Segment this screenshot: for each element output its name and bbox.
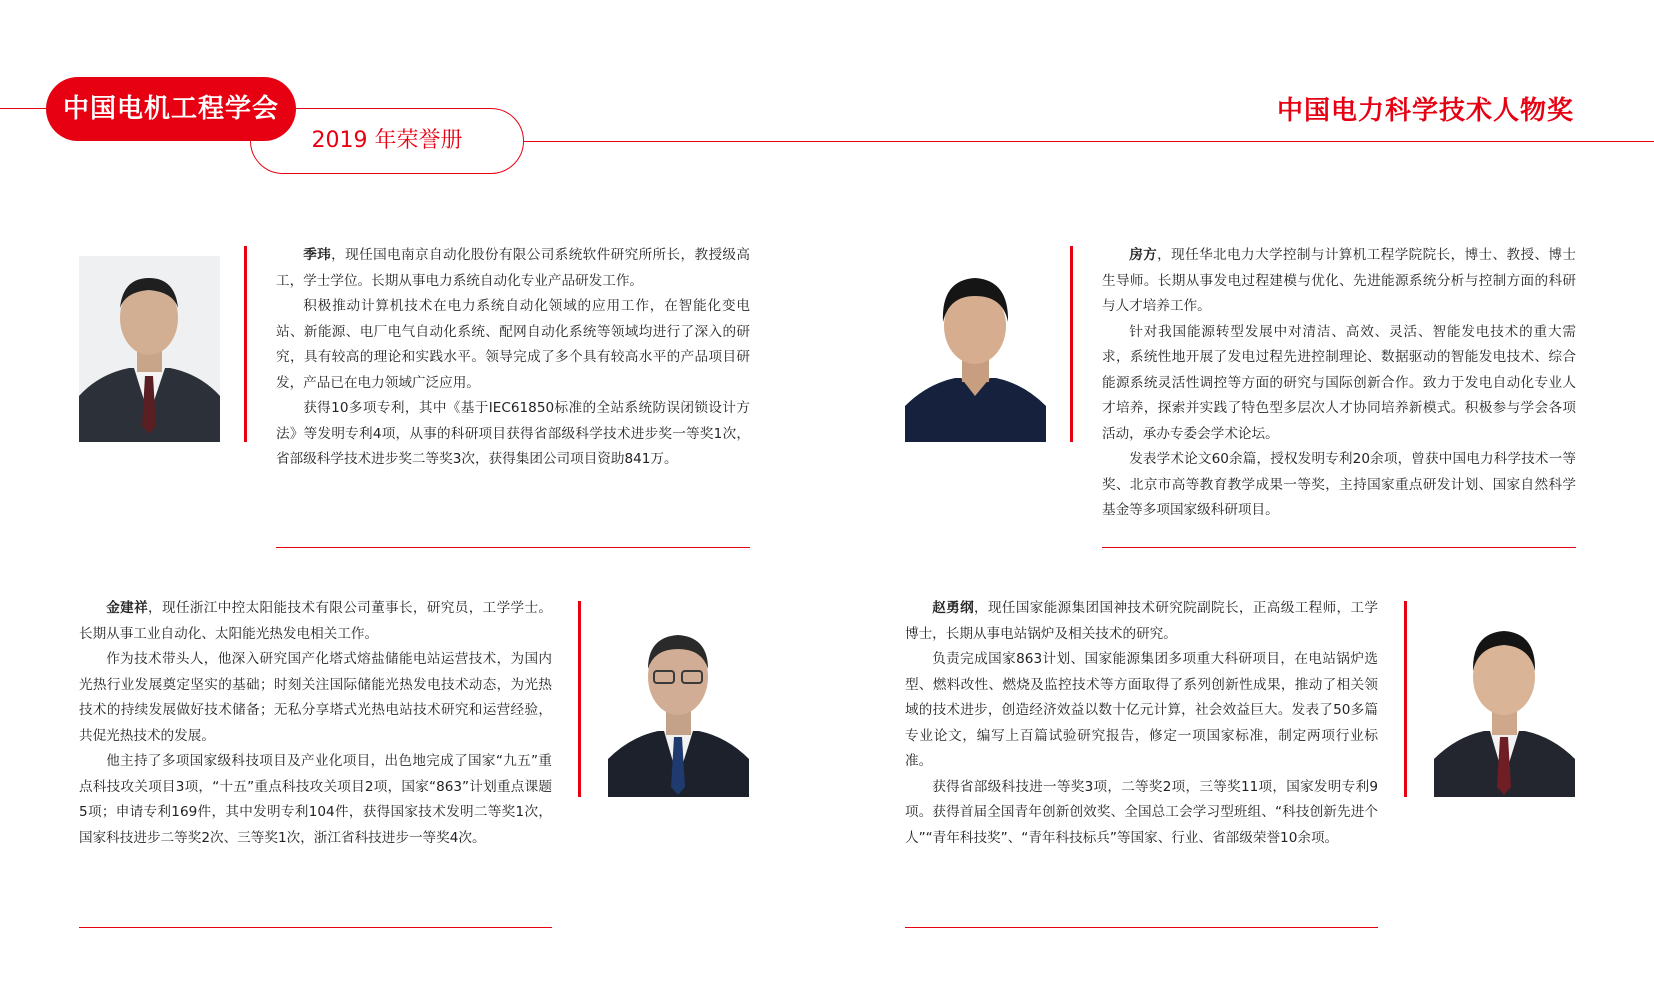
section-divider xyxy=(1102,547,1576,548)
accent-bar xyxy=(578,601,581,797)
portrait-photo-zhao-yonggang xyxy=(1434,611,1575,797)
portrait-photo-jin-jianxiang xyxy=(608,611,749,797)
bio-paragraph: 金建祥，现任浙江中控太阳能技术有限公司董事长，研究员，工学学士。长期从事工业自动化、太阳能光热发电相关工作。 xyxy=(79,600,552,642)
accent-bar xyxy=(244,246,247,442)
year-label: 2019 年荣誉册 xyxy=(250,108,524,174)
bio-paragraph: 季玮，现任国电南京自动化股份有限公司系统软件研究所所长，教授级高工，学士学位。长期从事电力系统自动化专业产品研发工作。 xyxy=(276,247,751,289)
laureate-bio-ji-wei xyxy=(276,243,750,473)
bio-paragraph: 房方，现任华北电力大学控制与计算机工程学院院长，博士、教授、博士生导师。长期从事发电过程建模与优化、先进能源系统分析与控制方面的科研与人才培养工作。 xyxy=(1102,247,1577,314)
bio-paragraph: 作为技术带头人，他深入研究国产化塔式熔盐储能电站运营技术，为国内光热行业发展奠定坚实的基础；时刻关注国际储能光热发电技术动态，为光热技术的持续发展做好技术储备；无私分享塔式光热电站技术研究和运营经验，共促光热技术的发展。 xyxy=(79,651,552,744)
bio-paragraph: 发表学术论文60余篇，授权发明专利20余项，曾获中国电力科学技术一等奖、北京市高等教育教学成果一等奖，主持国家重点研发计划、国家自然科学基金等多项国家级科研项目。 xyxy=(1102,451,1576,518)
section-divider xyxy=(276,547,750,548)
organization-badge: 中国电机工程学会 xyxy=(46,77,296,141)
laureate-bio-jin-jianxiang xyxy=(79,596,552,851)
laureate-name: 房方 xyxy=(1129,247,1158,263)
laureate-name: 赵勇纲 xyxy=(932,600,975,616)
header-rule-right xyxy=(524,141,1654,142)
laureate-bio-fang-fang xyxy=(1102,243,1576,524)
bio-paragraph: 他主持了多项国家级科技项目及产业化项目，出色地完成了国家“九五”重点科技攻关项目3项，“十五”重点科技攻关项目2项，国家“863”计划重点课题5项；申请专利169件，其中发明专利104件，获得国家技术发明二等奖1次，国家科技进步二等奖2次、三等奖1次，浙江省科技进步一等奖4次。 xyxy=(79,753,552,846)
bio-paragraph: 负责完成国家863计划、国家能源集团多项重大科研项目，在电站锅炉选型、燃料改性、燃烧及监控技术等方面取得了系列创新性成果，推动了相关领域的技术进步，创造经济效益以数十亿元计算，社会效益巨大。发表了50多篇专业论文，编写上百篇试验研究报告，修定一项国家标准，制定两项行业标准。 xyxy=(905,651,1378,769)
portrait-photo-fang-fang xyxy=(905,256,1046,442)
bio-paragraph: 积极推动计算机技术在电力系统自动化领域的应用工作，在智能化变电站、新能源、电厂电气自动化系统、配网自动化系统等领域均进行了深入的研究，具有较高的理论和实践水平。领导完成了多个具有较高水平的产品项目研发，产品已在电力领域广泛应用。 xyxy=(276,298,750,391)
laureate-name: 季玮 xyxy=(303,247,332,263)
laureate-bio-zhao-yonggang xyxy=(905,596,1378,851)
bio-paragraph: 针对我国能源转型发展中对清洁、高效、灵活、智能发电技术的重大需求，系统性地开展了发电过程先进控制理论、数据驱动的智能发电技术、综合能源系统灵活性调控等方面的研究与国际创新合作。致力于发电自动化专业人才培养，探索并实践了特色型多层次人才协同培养新模式。积极参与学会各项活动，承办专委会学术论坛。 xyxy=(1102,323,1576,442)
laureate-name: 金建祥 xyxy=(106,600,149,616)
section-divider xyxy=(905,927,1378,928)
accent-bar xyxy=(1070,246,1073,442)
bio-paragraph: 获得省部级科技进一等奖3项，二等奖2项，三等奖11项，国家发明专利9项。获得首届全国青年创新创效奖、全国总工会学习型班组、“科技创新先进个人”“青年科技奖”、“青年科技标兵”等国家、行业、省部级荣誉10余项。 xyxy=(905,778,1378,846)
bio-paragraph: 获得10多项专利，其中《基于IEC61850标准的全站系统防误闭锁设计方法》等发明专利4项，从事的科研项目获得省部级科学技术进步奖一等奖1次，省部级科学技术进步奖二等奖3次，获得集团公司项目资助841万。 xyxy=(276,400,750,467)
bio-paragraph: 赵勇纲，现任国家能源集团国神技术研究院副院长，正高级工程师，工学博士，长期从事电站锅炉及相关技术的研究。 xyxy=(905,600,1378,642)
accent-bar xyxy=(1404,601,1407,797)
portrait-photo-ji-wei xyxy=(79,256,220,442)
award-title: 中国电力科学技术人物奖 xyxy=(1276,96,1574,126)
section-divider xyxy=(79,927,552,928)
